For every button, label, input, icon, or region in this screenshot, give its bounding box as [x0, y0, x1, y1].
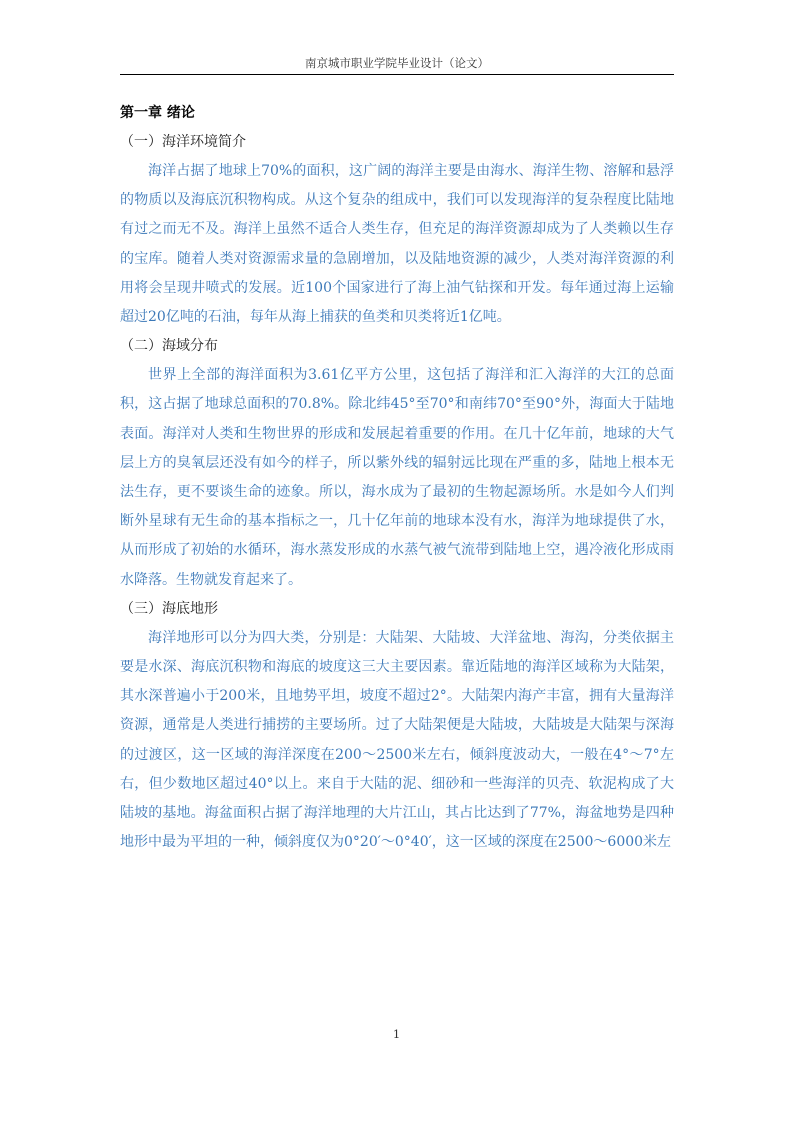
section-sea-distribution — [120, 332, 674, 595]
section-heading: （二）海域分布 — [120, 338, 218, 355]
page-number: 1 — [392, 1027, 401, 1041]
page-header: 南京城市职业学院毕业设计（论文） — [305, 56, 489, 70]
section-heading: （一）海洋环境简介 — [120, 134, 246, 150]
header-rule — [120, 74, 674, 75]
section-paragraph: 海洋地形可以分为四大类，分别是：大陆架、大陆坡、大洋盆地、海沟，分类依据主要是水深、海底沉积物和海底的坡度这三大主要因素。靠近陆地的海洋区域称为大陆架，其水深普遍小于200米，且地势平坦，坡度不超过2°。大陆架内海产丰富，拥有大量海洋资源，通常是人类进行捕捞的主要场所。过了大陆架便是大陆坡，大陆坡是大陆架与深海的过渡区，这一区域的海洋深度在200～2500米左右，倾斜度波动大，一般在4°～7°左右，但少数地区超过40°以上。来自于大陆的泥、细砂和一些海洋的贝壳、软泥构成了大陆坡的基地。海盆面积占据了海洋地理的大片江山，其占比达到了77%，海盆地势是四种地形中最为平坦的一种，倾斜度仅为0°20′～0°40′，这一区域的深度在2500～6000米左 — [120, 629, 674, 851]
page-body — [120, 98, 674, 857]
section-paragraph: 海洋占据了地球上70%的面积，这广阔的海洋主要是由海水、海洋生物、溶解和悬浮的物质以及海底沉积物构成。从这个复杂的组成中，我们可以发现海洋的复杂程度比陆地有过之而无不及。海洋上虽然不适合人类生存，但充足的海洋资源却成为了人类赖以生存的宝库。随着人类对资源需求量的急剧增加，以及陆地资源的减少，人类对海洋资源的利用将会呈现井喷式的发展。近100个国家进行了海上油气钻探和开发。每年通过海上运输超过20亿吨的石油，每年从海上捕获的鱼类和贝类将近1亿吨。 — [120, 163, 674, 326]
section-seafloor-topography — [120, 595, 674, 858]
section-heading: （三）海底地形 — [120, 600, 218, 617]
section-ocean-environment — [120, 128, 674, 332]
section-paragraph: 世界上全部的海洋面积为3.61亿平方公里，这包括了海洋和汇入海洋的大江的总面积，这占据了地球总面积的70.8%。除北纬45°至70°和南纬70°至90°外，海面大于陆地表面。海洋对人类和生物世界的形成和发展起着重要的作用。在几十亿年前，地球的大气层上方的臭氧层还没有如今的样子，所以紫外线的辐射远比现在严重的多，陆地上根本无法生存，更不要谈生命的迹象。所以，海水成为了最初的生物起源场所。水是如今人们判断外星球有无生命的基本指标之一，几十亿年前的地球本没有水，海洋为地球提供了水，从而形成了初始的水循环，海水蒸发形成的水蒸气被气流带到陆地上空，遇冷液化形成雨水降落。生物就发育起来了。 — [120, 367, 674, 588]
chapter-title: 第一章 绪论 — [120, 105, 195, 121]
